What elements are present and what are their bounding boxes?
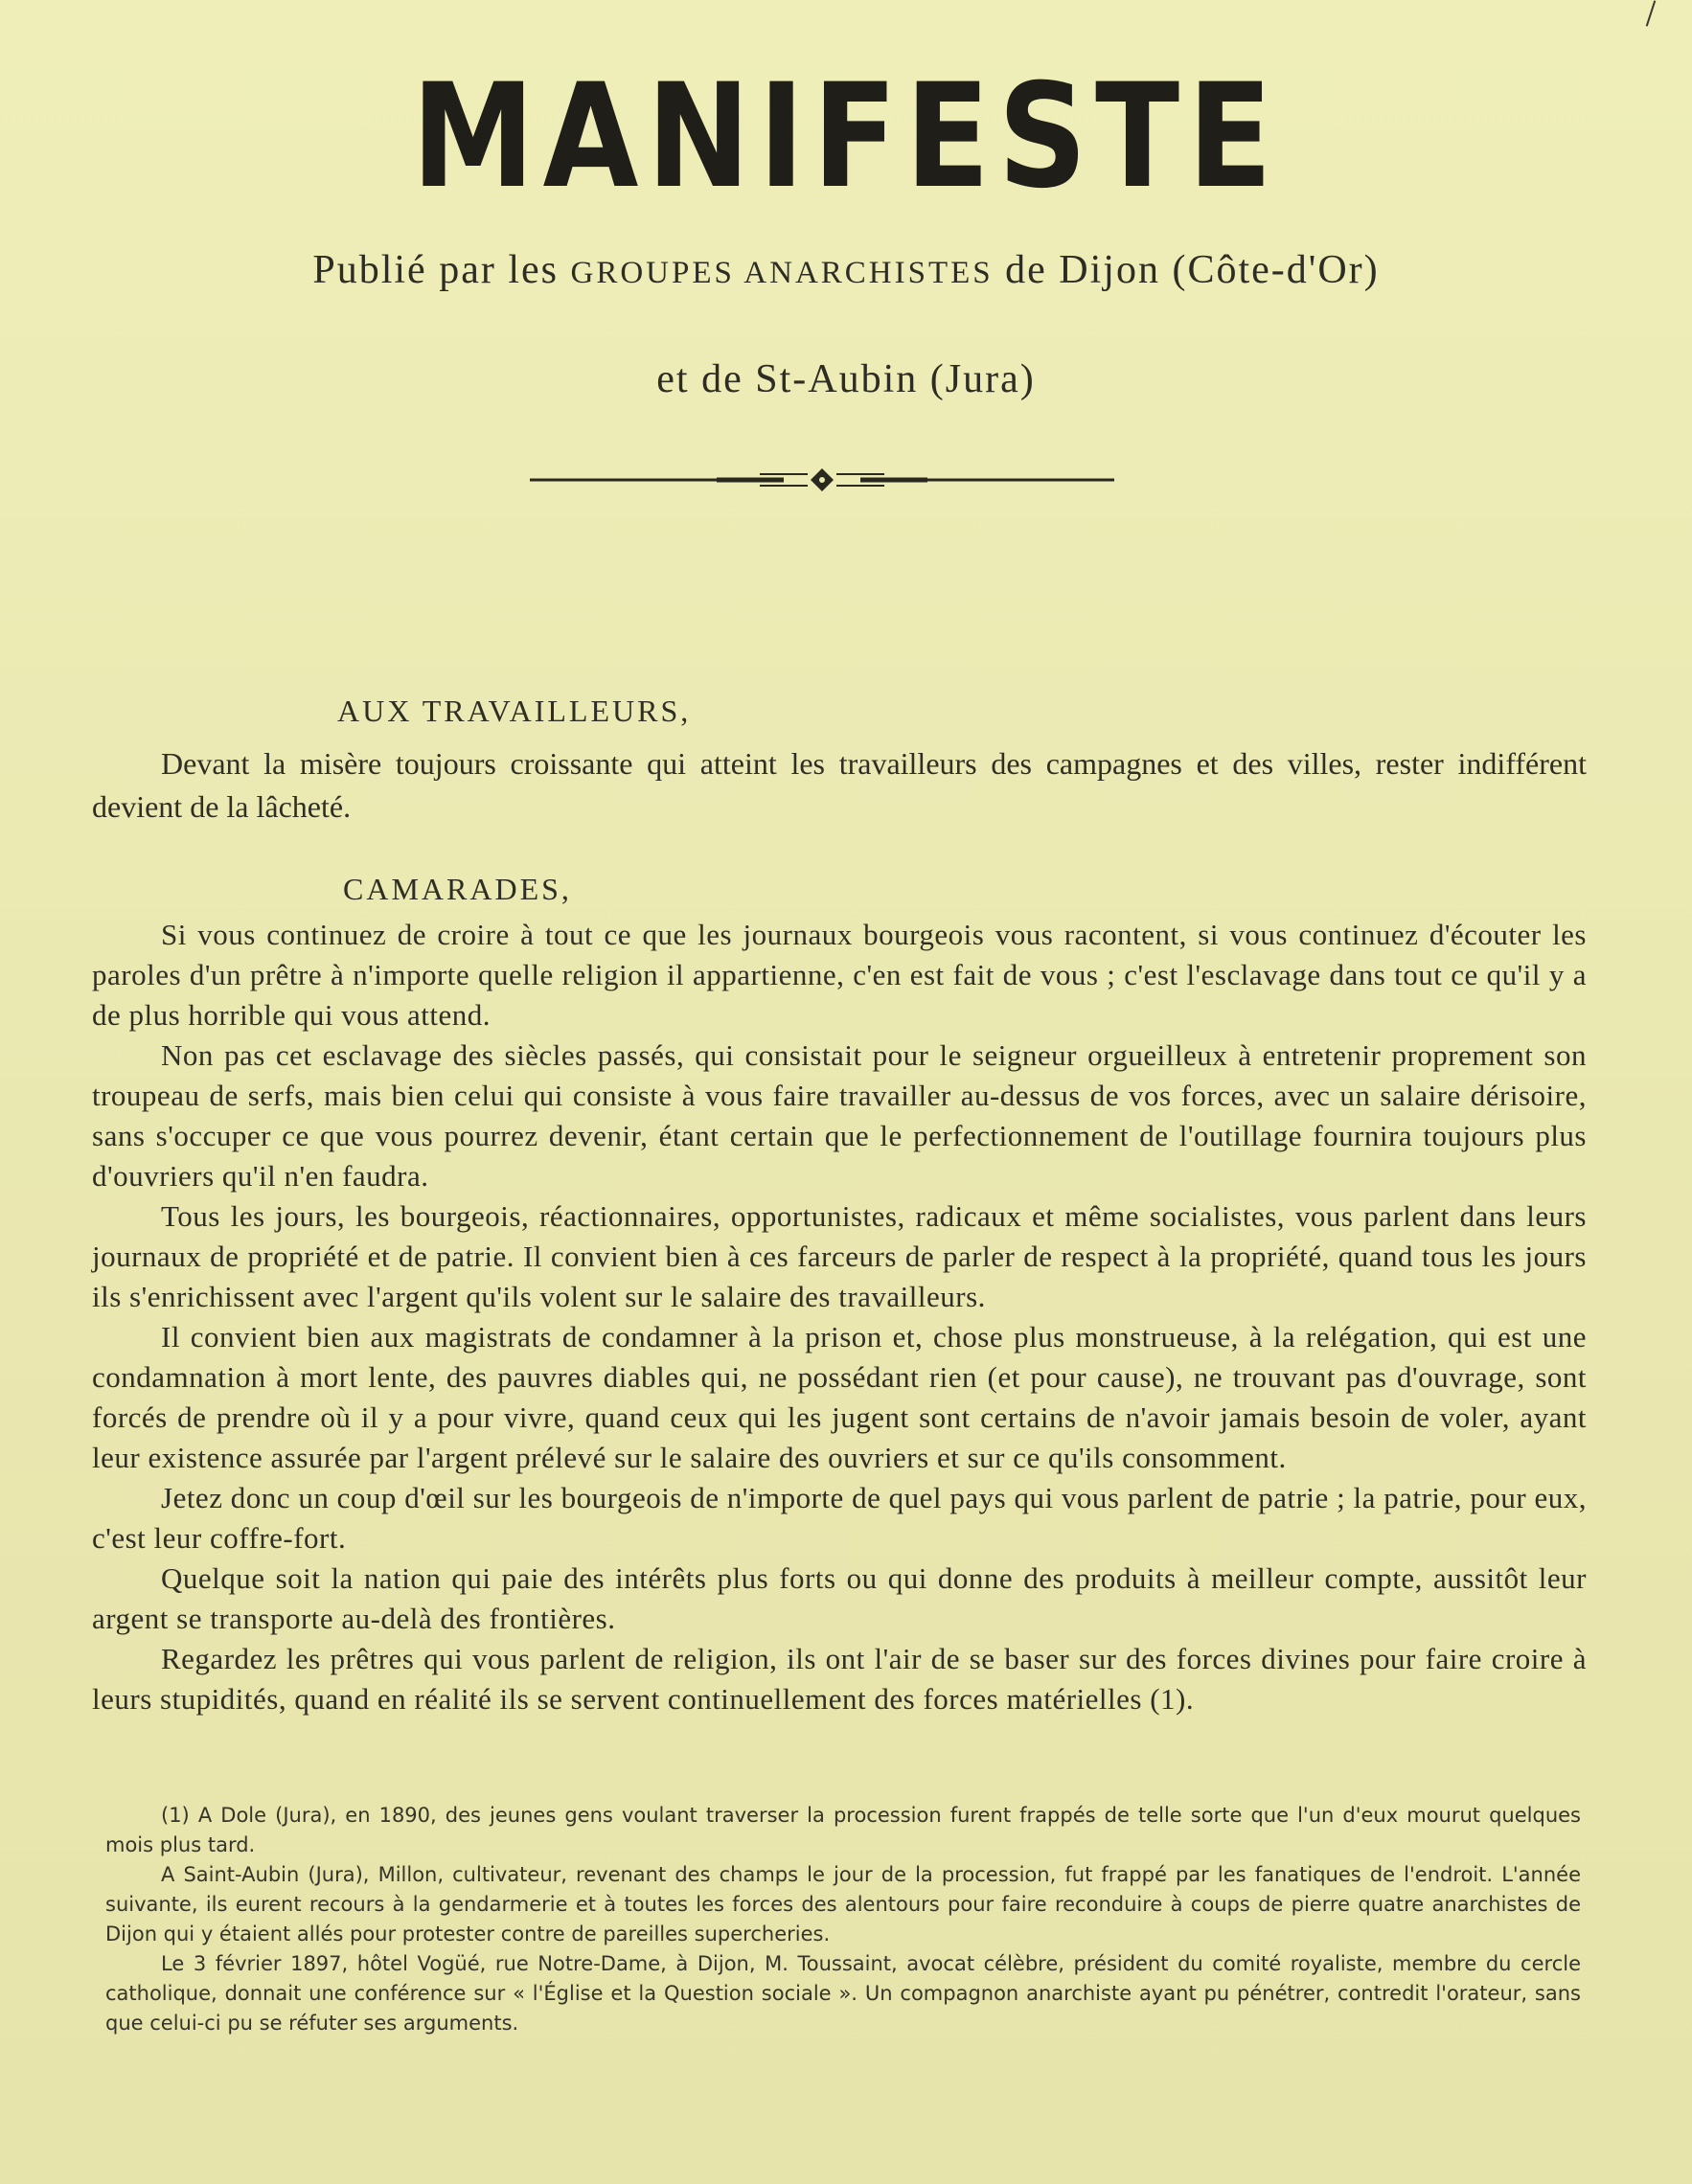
subtitle-line-1	[0, 247, 1692, 293]
intro-paragraph	[92, 742, 1587, 829]
paragraph: Regardez les prêtres qui vous parlent de religion, ils ont l'air de se baser sur des forces divines pour faire croire à leurs stupidités, quand en réalité ils se servent continuellement des forces matérielles (1).	[92, 1642, 1587, 1716]
intro-text: Devant la misère toujours croissante qui atteint les travailleurs des campagnes et des villes, rester indifférent devient de la lâcheté.	[92, 746, 1587, 824]
subtitle-line-2: et de St-Aubin (Jura)	[656, 357, 1036, 401]
pen-mark	[1646, 0, 1657, 26]
paragraph: Il convient bien aux magistrats de condamner à la prison et, chose plus monstrueuse, à la relégation, qui est une condamnation à mort lente, des pauvres diables qui, ne possédant rien (et pour cause), ne trouvant pas d'ouvrage, sont forcés de prendre où il y a pour vivre, quand ceux qui les jugent sont certains de n'avoir jamais besoin de voler, ayant leur existence assurée par l'argent prélevé sur le salaire des ouvriers et sur ce qu'ils consomment.	[92, 1320, 1587, 1474]
subtitle-published-by: Publié par les	[312, 248, 559, 292]
paragraph: Tous les jours, les bourgeois, réactionnaires, opportunistes, radicaux et même socialistes, vous parlent dans leurs journaux de propriété et de patrie. Il convient bien à ces farceurs de parler de respect à la propriété, quand tous les jours ils s'enrichissent avec l'argent qu'ils volent sur le salaire des travailleurs.	[92, 1199, 1587, 1313]
footnote: (1) A Dole (Jura), en 1890, des jeunes gens voulant traverser la procession furent frappés de telle sorte que l'un d'eux mourut quelques mois plus tard.	[105, 1804, 1581, 1856]
footnotes	[105, 1801, 1581, 2038]
subtitle-place: de Dijon (Côte-d'Or)	[1005, 248, 1380, 292]
body-paragraphs	[92, 915, 1587, 1719]
paragraph: Jetez donc un coup d'œil sur les bourgeois de n'importe de quel pays qui vous parlent de patrie ; la patrie, pour eux, c'est leur coffre-fort.	[92, 1481, 1587, 1555]
heading-comrades: CAMARADES,	[343, 872, 572, 906]
footnote: Le 3 février 1897, hôtel Vogüé, rue Notre-Dame, à Dijon, M. Toussaint, avocat célèbre, président du comité royaliste, membre du cercle catholique, donnait une conférence sur « l'Église et la Question sociale ». Un compagnon anarchiste ayant pu pénétrer, contredit l'orateur, sans que celui-ci pu se réfuter ses arguments.	[105, 1952, 1581, 2035]
paragraph: Si vous continuez de croire à tout ce que les journaux bourgeois vous racontent, si vous continuez d'écouter les paroles d'un prêtre à n'importe quelle religion il appartienne, c'en est fait de vous ; c'est l'esclavage dans tout ce qu'il y a de plus horrible qui vous attend.	[92, 918, 1587, 1032]
heading-workers: AUX TRAVAILLEURS,	[337, 694, 692, 728]
paragraph: Quelque soit la nation qui paie des intérêts plus forts ou qui donne des produits à meilleur compte, aussitôt leur argent se transporte au-delà des frontières.	[92, 1561, 1587, 1635]
subtitle-groups: GROUPES ANARCHISTES	[570, 256, 994, 290]
footnote: A Saint-Aubin (Jura), Millon, cultivateur, revenant des champs le jour de la procession, fut frappé par les fanatiques de l'endroit. L'année suivante, ils eurent recours à la gendarmerie et à toutes les forces des alentours pour faire reconduire à coups de pierre quatre anarchistes de Dijon qui y étaient allés pour protester contre de pareilles supercheries.	[105, 1863, 1581, 1945]
paragraph: Non pas cet esclavage des siècles passés, qui consistait pour le seigneur orgueilleux à entretenir proprement son troupeau de serfs, mais bien celui qui consiste à vous faire travailler au-dessus de vos forces, avec un salaire dérisoire, sans s'occuper ce que vous pourrez devenir, étant certain que le perfectionnement de l'outillage fournira toujours plus d'ouvriers qu'il n'en faudra.	[92, 1038, 1587, 1193]
document-title: MANIFESTE	[411, 54, 1281, 220]
ornament-divider	[530, 464, 1114, 496]
